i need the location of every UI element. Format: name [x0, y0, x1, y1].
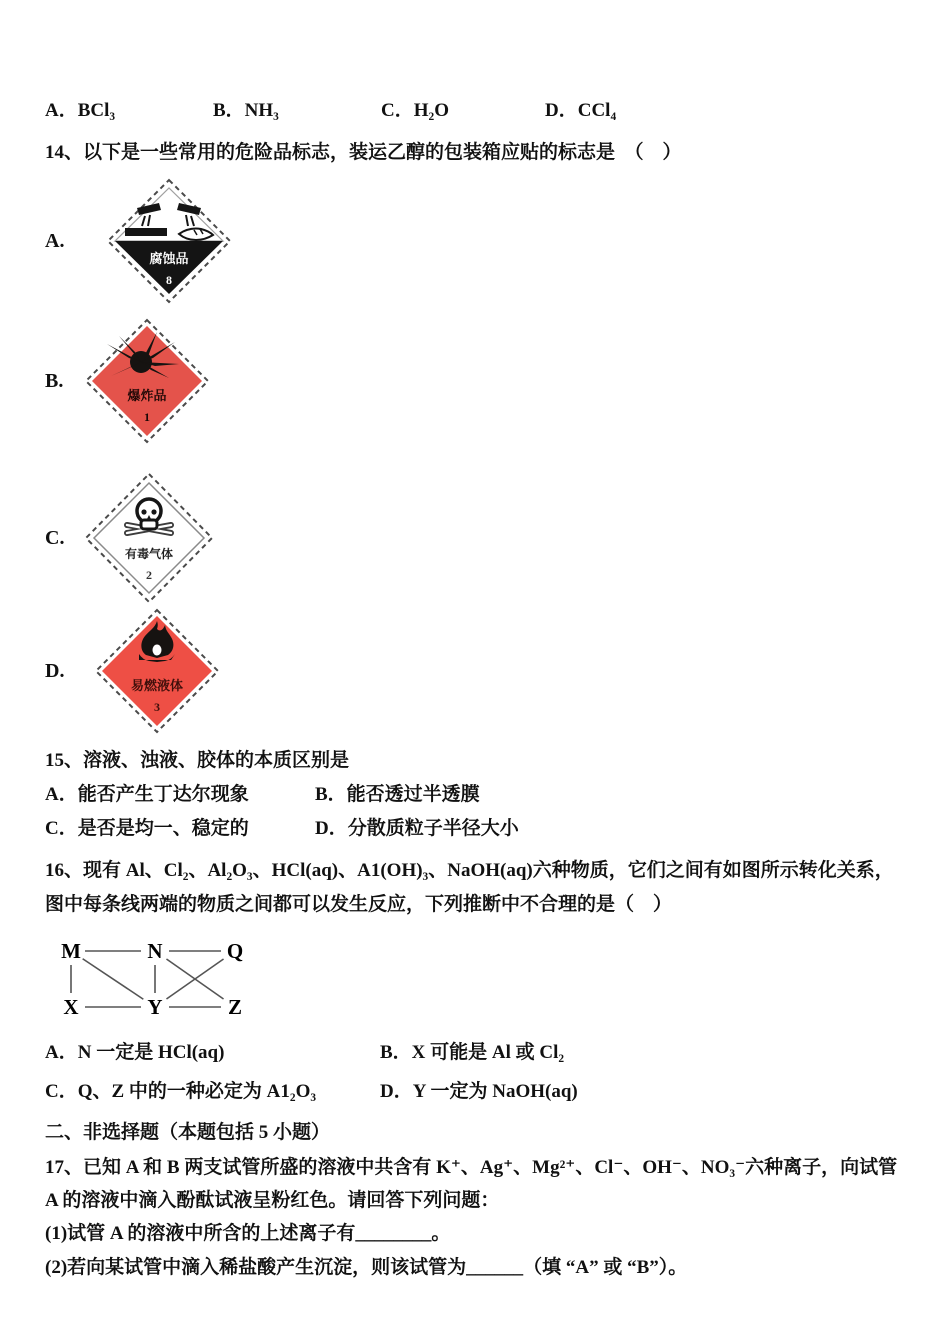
q16-option-d: D．Y 一定为 NaOH(aq)	[380, 1081, 578, 1102]
diagram-node-X: X	[63, 995, 79, 1019]
sign-class-number: 1	[144, 410, 150, 424]
q16-option-b: B．X 可能是 Al 或 Cl₂	[380, 1042, 565, 1063]
q15-option-c: C．是否是均一、稳定的	[45, 818, 249, 839]
q13-option-b: B．NH₃	[213, 100, 279, 121]
sign-class-number: 2	[146, 568, 152, 582]
sign-title: 有毒气体	[124, 547, 174, 561]
toxic-gas-hazard-sign	[79, 472, 219, 604]
sign-title: 腐蚀品	[149, 251, 189, 266]
q16-stem: 16、现有 Al、Cl₂、Al₂O₃、HCl(aq)、A1(OH)₃、NaOH(aq)六种物质，它们之间有如图所示转化关系，图中每条线两端的物质之间都可以发生反应，下列推断中不合理的是（ ）	[45, 860, 894, 915]
q14-choice-c-label: C.	[45, 526, 65, 549]
q16-options	[45, 1038, 905, 1107]
q14-choice-a-label: A.	[45, 229, 65, 252]
section2-header: 二、非选择题（本题包括 5 小题）	[45, 1122, 331, 1143]
substance-relation-diagram	[49, 932, 263, 1026]
q16-option-a: A．N 一定是 HCl(aq)	[45, 1042, 225, 1063]
diagram-node-Y: Y	[147, 995, 163, 1019]
q15-option-d: D．分散质粒子半径大小	[315, 818, 519, 839]
diagram-node-Q: Q	[226, 939, 244, 963]
corrosive-hazard-sign	[99, 178, 239, 304]
q15-options-row2	[45, 812, 905, 846]
sign-class-number: 8	[166, 273, 172, 287]
flammable-liquid-hazard-sign	[87, 608, 227, 734]
q15-option-a: A．能否产生丁达尔现象	[45, 784, 249, 805]
q17-stem: 17、已知 A 和 B 两支试管所盛的溶液中共含有 K⁺、Ag⁺、Mg²⁺、Cl⁻、OH⁻、NO₃⁻六种离子，向试管 A 的溶液中滴入酚酞试液呈粉红色。请回答下列问题：	[45, 1157, 898, 1211]
q14-choice-c-row	[45, 472, 905, 604]
q13-option-a: A．BCl₃	[45, 100, 116, 121]
diagram-node-Z: Z	[227, 995, 243, 1019]
diagram-node-N: N	[147, 939, 163, 963]
q14-stem: 14、以下是一些常用的危险品标志，装运乙醇的包装箱应贴的标志是 （ ）	[45, 142, 682, 163]
q13-options-row	[45, 95, 905, 122]
q17-sub1: (1)试管 A 的溶液中所含的上述离子有________。	[45, 1223, 451, 1244]
q14-choice-d-row	[45, 608, 905, 734]
q16-option-c: C．Q、Z 中的一种必定为 A1₂O₃	[45, 1081, 317, 1102]
q14-choice-a-row	[45, 178, 905, 304]
diagram-node-M: M	[61, 939, 81, 963]
q15-block	[45, 744, 905, 846]
sign-title: 易燃液体	[130, 678, 184, 693]
q14-choice-b-row	[45, 318, 905, 444]
sign-title: 爆炸品	[127, 388, 167, 403]
q15-option-b: B．能否透过半透膜	[315, 784, 480, 805]
q15-options-row1	[45, 778, 905, 812]
q14-choice-d-label: D.	[45, 659, 65, 682]
q13-option-d: D．CCl₄	[545, 100, 617, 121]
q15-stem: 15、溶液、浊液、胶体的本质区别是	[45, 750, 350, 771]
sign-class-number: 3	[154, 700, 160, 714]
q13-option-c: C．H₂O	[381, 100, 449, 121]
explosive-hazard-sign	[77, 318, 217, 444]
q17-sub2: (2)若向某试管中滴入稀盐酸产生沉淀，则该试管为______（填 “A” 或 “B”）。	[45, 1257, 688, 1278]
q14-choice-b-label: B.	[45, 369, 64, 392]
diagram-edge-M-Y	[83, 959, 144, 999]
